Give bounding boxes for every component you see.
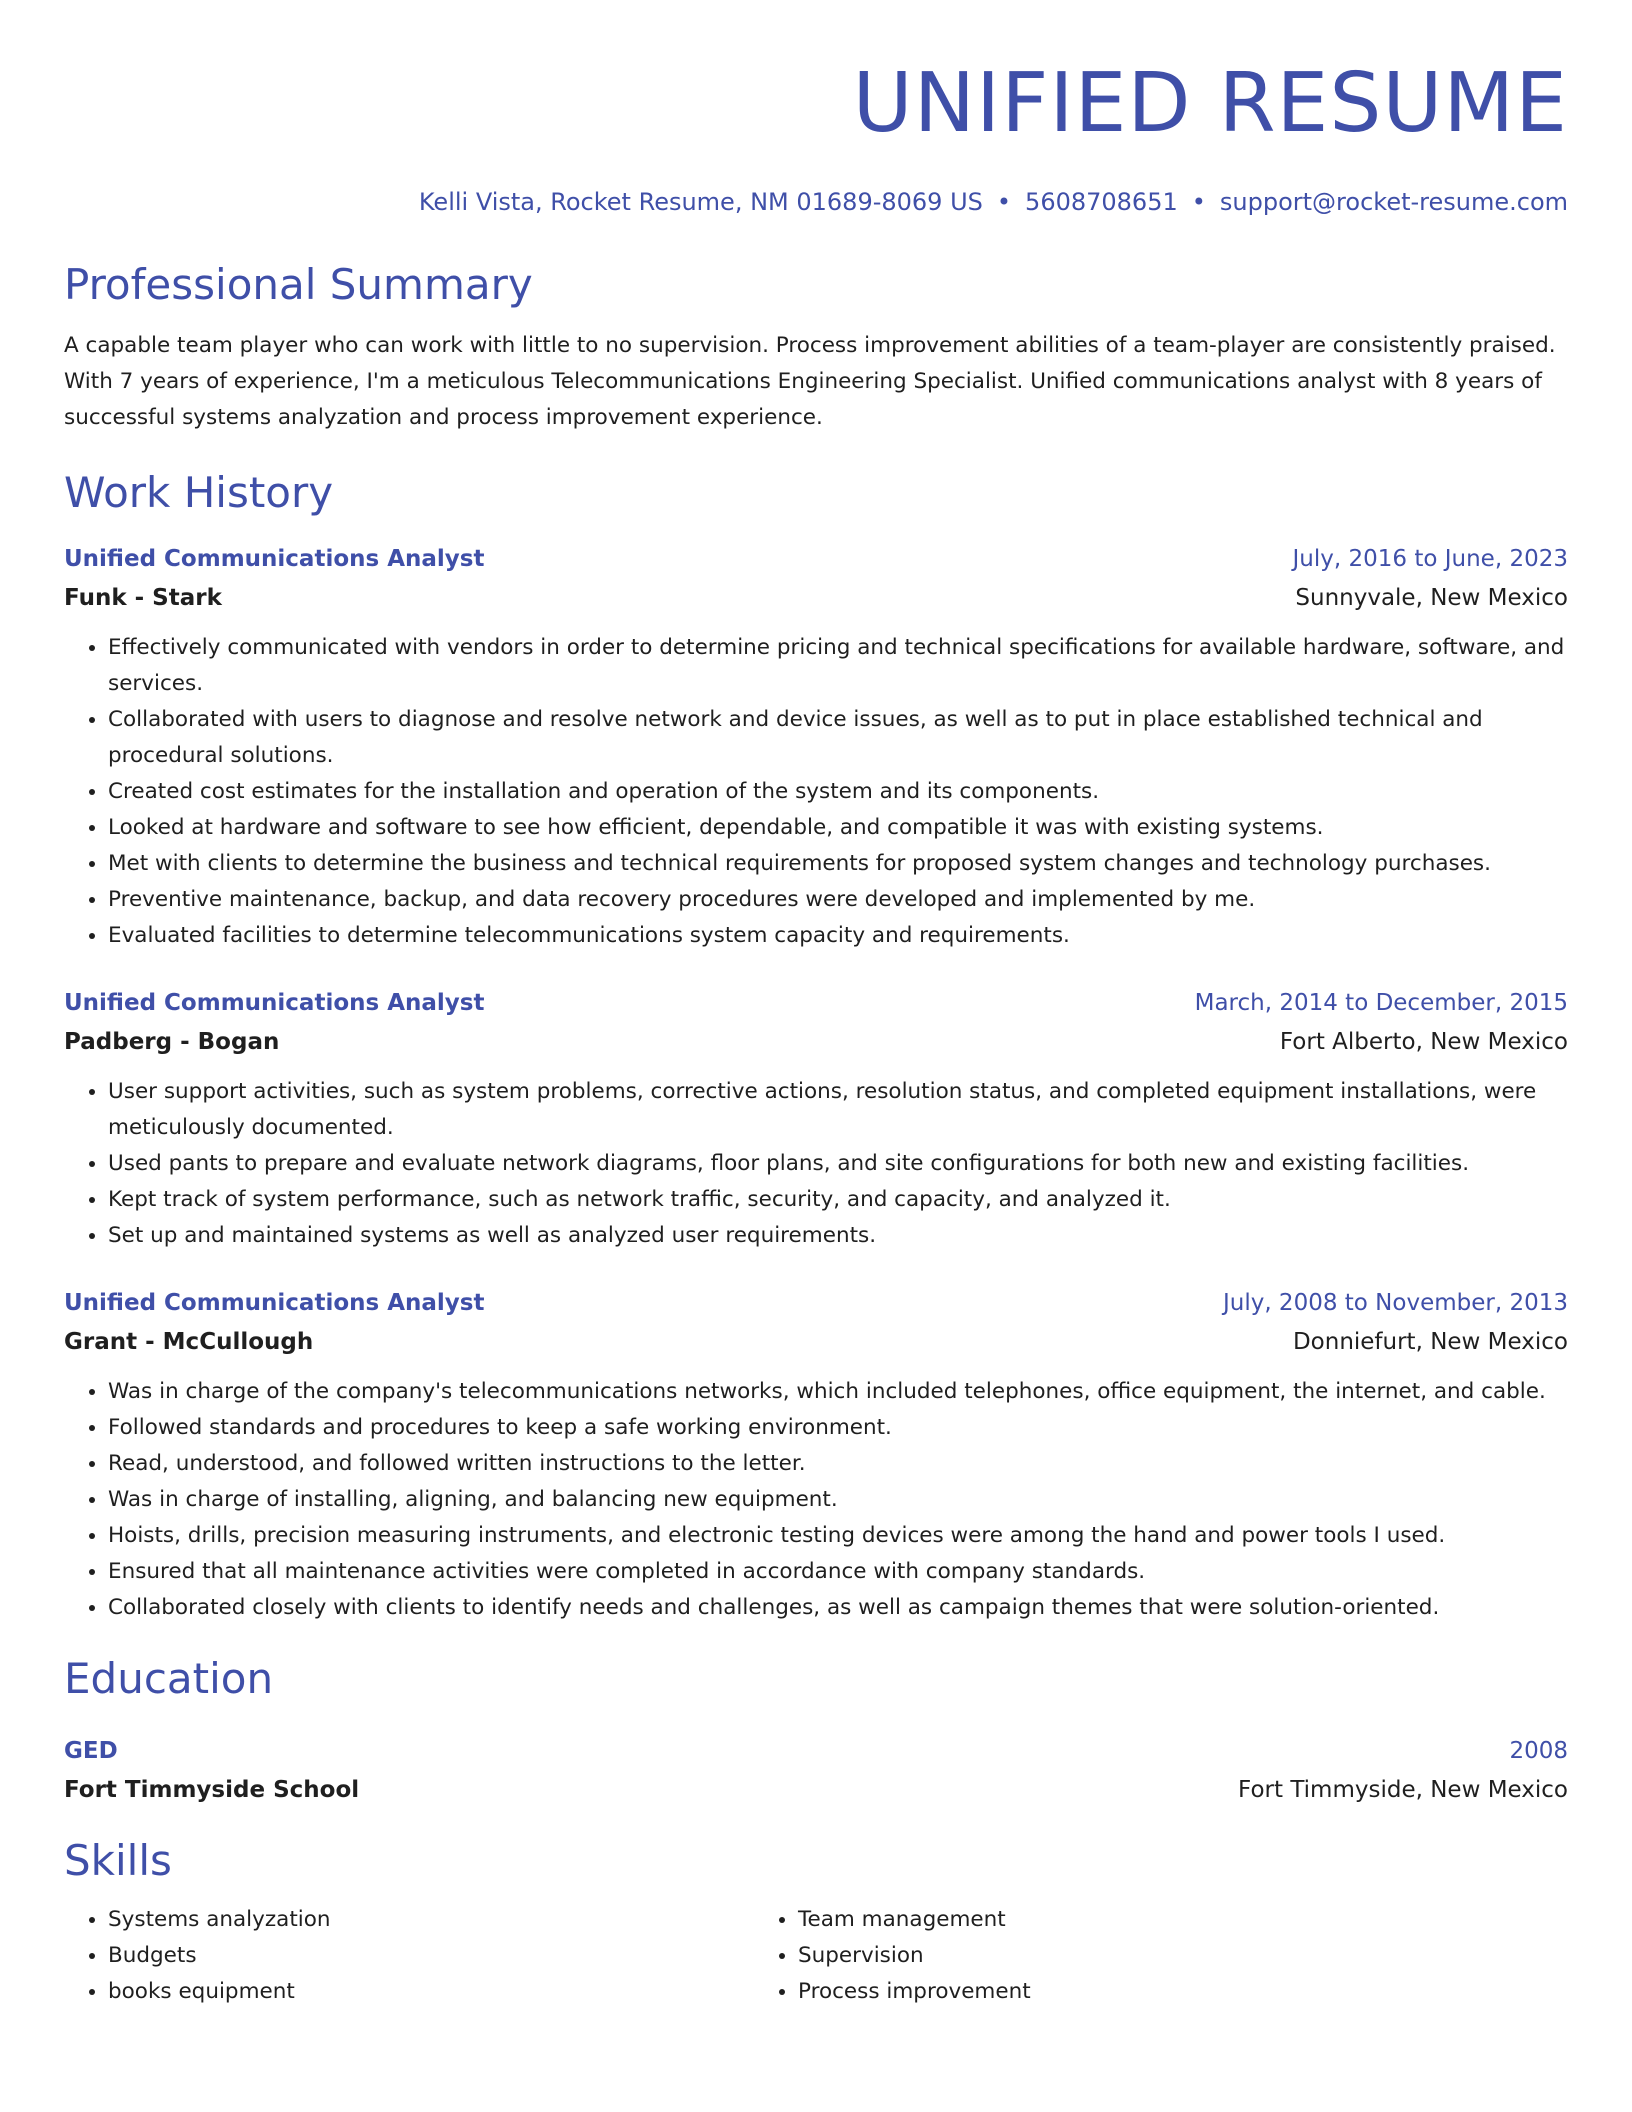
- contact-separator: •: [1191, 188, 1206, 216]
- job-dates: March, 2014 to December, 2015: [1194, 990, 1568, 1016]
- job-bullet: • Collaborated closely with clients to identify needs and challenges, as well as campaign themes that were solution-oriented.: [108, 1590, 1568, 1626]
- job-bullet: • Looked at hardware and software to see how efficient, dependable, and compatible it was with existing systems.: [108, 810, 1568, 846]
- contact-email: support@rocket-resume.com: [1219, 188, 1568, 216]
- job-entry: [64, 1284, 1568, 1626]
- job-bullet: • Hoists, drills, precision measuring instruments, and electronic testing devices were among the hand and power tools I used.: [108, 1518, 1568, 1554]
- skill-item: • books equipment: [108, 1974, 754, 2010]
- job-bullet: • Collaborated with users to diagnose and resolve network and device issues, as well as to put in place established technical and procedural solutions.: [108, 702, 1568, 774]
- job-bullet: • Ensured that all maintenance activities were completed in accordance with company standards.: [108, 1554, 1568, 1590]
- job-bullet: • Was in charge of installing, aligning, and balancing new equipment.: [108, 1482, 1568, 1518]
- job-location: Donniefurt, New Mexico: [1292, 1329, 1568, 1355]
- job-bullet: • Created cost estimates for the installation and operation of the system and its components.: [108, 774, 1568, 810]
- contact-line: [64, 186, 1568, 218]
- job-bullet: • Used pants to prepare and evaluate network diagrams, floor plans, and site configurations for both new and existing facilities.: [108, 1146, 1568, 1182]
- section-title-skills: Skills: [64, 1836, 172, 1885]
- skills-column: [754, 1902, 1454, 2010]
- skills-list: [64, 1902, 1568, 2010]
- education-year: 2008: [1509, 1738, 1568, 1764]
- job-bullets: [64, 630, 1568, 954]
- job-bullet: • Followed standards and procedures to keep a safe working environment.: [108, 1410, 1568, 1446]
- section-title-summary: Professional Summary: [64, 260, 533, 309]
- job-location: Fort Alberto, New Mexico: [1279, 1029, 1568, 1055]
- skill-item: • Supervision: [798, 1938, 1454, 1974]
- job-role: Unified Communications Analyst: [64, 546, 485, 572]
- skills-column: [64, 1902, 754, 2010]
- job-bullets: [64, 1374, 1568, 1626]
- resume-header: [64, 56, 1568, 218]
- job-bullet: • Preventive maintenance, backup, and data recovery procedures were developed and implemented by me.: [108, 882, 1568, 918]
- job-bullets: [64, 1074, 1568, 1254]
- skill-item: • Budgets: [108, 1938, 754, 1974]
- contact-phone: 5608708651: [1025, 188, 1178, 216]
- job-bullet: • Effectively communicated with vendors in order to determine pricing and technical specifications for available hardware, software, and services.: [108, 630, 1568, 702]
- skill-item: • Team management: [798, 1902, 1454, 1938]
- job-bullet: • Met with clients to determine the business and technical requirements for proposed system changes and technology purchases.: [108, 846, 1568, 882]
- job-dates: July, 2016 to June, 2023: [1292, 546, 1568, 572]
- job-bullet: • User support activities, such as system problems, corrective actions, resolution status, and completed equipment installations, were meticulously documented.: [108, 1074, 1568, 1146]
- job-role: Unified Communications Analyst: [64, 1290, 485, 1316]
- education-school: Fort Timmyside School: [64, 1777, 360, 1803]
- skill-item: • Systems analyzation: [108, 1902, 754, 1938]
- section-title-work-history: Work History: [64, 468, 334, 517]
- education-entry: [64, 1732, 1568, 1810]
- job-bullet: • Read, understood, and followed written instructions to the letter.: [108, 1446, 1568, 1482]
- job-entry: [64, 540, 1568, 954]
- contact-address: Kelli Vista, Rocket Resume, NM 01689-8069 US: [418, 188, 983, 216]
- job-bullet: • Evaluated facilities to determine telecommunications system capacity and requirements.: [108, 918, 1568, 954]
- job-dates: July, 2008 to November, 2013: [1222, 1290, 1568, 1316]
- job-entry: [64, 984, 1568, 1254]
- contact-separator: •: [996, 188, 1012, 216]
- job-company: Funk - Stark: [64, 585, 222, 611]
- skill-item: • Process improvement: [798, 1974, 1454, 2010]
- job-company: Grant - McCullough: [64, 1329, 314, 1355]
- education-degree: GED: [64, 1738, 118, 1764]
- job-company: Padberg - Bogan: [64, 1029, 280, 1055]
- job-role: Unified Communications Analyst: [64, 990, 485, 1016]
- job-bullet: • Kept track of system performance, such as network traffic, security, and capacity, and analyzed it.: [108, 1182, 1568, 1218]
- job-location: Sunnyvale, New Mexico: [1295, 585, 1568, 611]
- job-bullet: • Set up and maintained systems as well as analyzed user requirements.: [108, 1218, 1568, 1254]
- job-bullet: • Was in charge of the company's telecommunications networks, which included telephones, office equipment, the internet, and cable.: [108, 1374, 1568, 1410]
- resume-name: UNIFIED RESUME: [852, 56, 1568, 151]
- summary-text: A capable team player who can work with little to no supervision. Process improvement abilities of a team-player are consistently praised. With 7 years of experience, I'm a meticulous Telecommunications Engineering Specialist. Unified communications analyst with 8 years of successful systems analyzation and process improvement experience.: [64, 333, 1556, 430]
- section-title-education: Education: [64, 1654, 274, 1703]
- education-location: Fort Timmyside, New Mexico: [1238, 1777, 1568, 1803]
